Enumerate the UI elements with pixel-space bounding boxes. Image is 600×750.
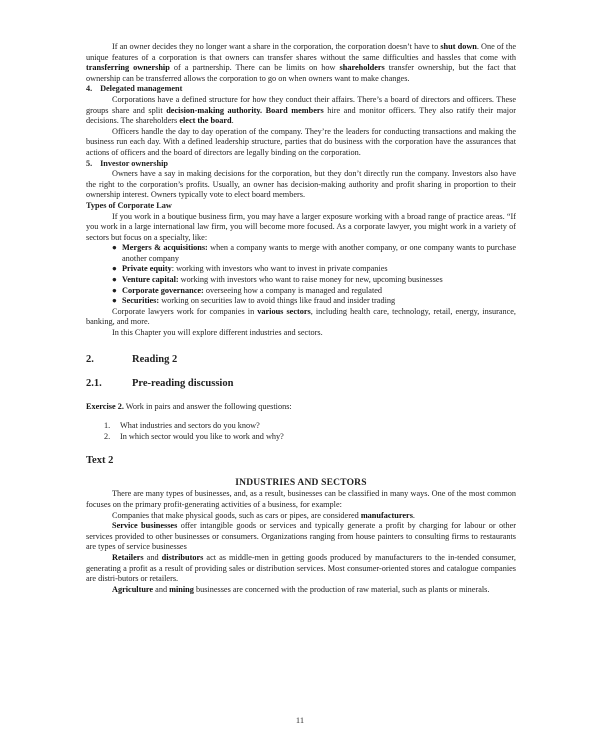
specialty-list — [86, 243, 516, 307]
text-run: overseeing how a company is managed and regulated — [203, 285, 383, 295]
bullet-icon: ● — [112, 285, 117, 295]
subheading-delegated-management — [86, 84, 516, 95]
text-run: Work in pairs and answer the following questions: — [123, 401, 292, 411]
text-run: . — [412, 510, 415, 520]
bullet-icon: ● — [112, 296, 117, 306]
bold-term: decision-making authority. Board members — [166, 105, 324, 115]
bold-term: Venture capital: — [122, 275, 179, 285]
list-item — [112, 275, 516, 286]
text-run: act as middle-men in getting goods produced by manufacturers to the in-tended consumer, generating a profit as a result of providing sales or distribution services. Most consumer-oriented stores and catalogue companies are distri-butors or retailers. — [86, 552, 516, 584]
text-run: Companies that make physical goods, such as cars or pipes, are considered — [112, 510, 361, 520]
paragraph-officers: Officers handle the day to day operation of the company. They’re the leaders for conducting transactions and making the business run each day. With a defined leadership structure, parties that do business with the corporation have the assurances that actions of officers and the board of directors are legally binding on the corporation. — [86, 126, 516, 157]
subheading-title: Investor ownership — [100, 158, 168, 168]
text-run: transfer ownership, but the fact that ownership can be transferred allows the corporation to go on when owners want to make changes. — [86, 63, 516, 83]
text-run: Corporate lawyers work for companies in — [112, 306, 258, 316]
text-run: offer intangible goods or services and typically generate a profit by charging for labour or other services provided to other businesses or consumers. Organizations ranging from house painters to consulting firms to restaurants are types of service businesses — [86, 521, 516, 552]
subheading-number: 5. — [86, 158, 93, 168]
subheading-types-corporate-law: Types of Corporate Law — [86, 200, 172, 210]
section-title: Pre-reading discussion — [132, 377, 234, 389]
exercise-label: Exercise 2. — [86, 401, 124, 411]
text-run: hire and monitor officers. They also ratify their major decisions. The shareholders — [86, 105, 516, 126]
document-page — [86, 42, 516, 595]
paragraph-owners: Owners have a say in making decisions for the corporation, but they don’t directly run the company. Investors also have the right to the corporation’s profits. Usually, an owner has decision-making authority and profit sharing in proportion to their ownership interest. Owners typically vote to elect board members. — [86, 169, 516, 200]
question-text: What industries and sectors do you know? — [120, 421, 260, 431]
list-item — [112, 286, 516, 297]
text-run: working with investors who want to raise money for new, upcoming businesses — [178, 275, 443, 285]
question-number: 2. — [104, 431, 111, 441]
paragraph-business-types: There are many types of businesses, and, as a result, businesses can be classified in many ways. One of the most common focuses on the primary profit-generating activities of a business, for example: — [86, 489, 516, 509]
text-run: of a partnership. There can be limits on how — [169, 63, 340, 73]
bold-term: Agriculture — [112, 584, 154, 594]
paragraph-chapter-intro: In this Chapter you will explore different industries and sectors. — [112, 328, 323, 338]
bold-term: Private equity — [122, 264, 172, 274]
text-run: . — [231, 116, 234, 126]
bold-term: shut down — [440, 42, 477, 51]
text-run: and — [143, 552, 162, 562]
subheading-number: 4. — [86, 84, 93, 94]
bold-term: Retailers — [112, 552, 144, 562]
question-text: In which sector would you like to work and why? — [120, 431, 284, 441]
paragraph-agriculture — [86, 585, 516, 596]
subheading-title: Delegated management — [100, 84, 183, 94]
text-run: If an owner decides they no longer want a share in the corporation, the corporation doesn’t have to — [112, 42, 441, 51]
section-number: 2.1. — [86, 377, 102, 389]
list-item — [104, 421, 516, 432]
list-item — [112, 264, 516, 275]
bold-term: Service businesses — [112, 521, 178, 531]
bold-term: Corporate governance: — [122, 285, 204, 295]
page-number: 11 — [295, 715, 305, 725]
section-heading-pre-reading — [86, 377, 516, 390]
bold-term: transferring ownership — [86, 63, 170, 73]
bold-term: Securities: — [122, 296, 160, 306]
list-item — [112, 243, 516, 264]
section-heading-reading-2 — [86, 353, 516, 366]
section-number: 2. — [86, 353, 94, 365]
exercise-instruction — [86, 402, 516, 413]
text-run: working on securities law to avoid things like fraud and insider trading — [159, 296, 396, 306]
text-run: and — [153, 584, 170, 594]
text-label: Text 2 — [86, 455, 114, 467]
bold-term: Mergers & acquisitions: — [122, 243, 208, 253]
text-run: : working with investors who want to invest in private companies — [171, 264, 388, 274]
bold-term: elect the board — [179, 116, 232, 126]
list-item — [112, 296, 516, 307]
bullet-icon: ● — [112, 275, 117, 285]
paragraph-structure — [86, 95, 516, 127]
bullet-icon: ● — [112, 264, 117, 274]
question-list — [86, 421, 516, 442]
text-run: Corporations have a defined structure for how they conduct their affairs. There’s a board of directors and officers. These groups share and split — [86, 94, 516, 115]
text-run: businesses are concerned with the production of raw material, such as plants or minerals. — [193, 584, 490, 594]
paragraph-boutique: If you work in a boutique business firm, you may have a larger exposure working with a broad range of practice areas. “If you work in a large international law firm, you will become more focused. As a corporate lawyer, you might work in a variety of sectors but focus on a specialty, like: — [86, 211, 516, 242]
paragraph-transfer-shares — [86, 42, 516, 84]
text-run: . One of the unique features of a corporation is that owners can transfer shares without the same difficulties and hassles that come with — [86, 42, 517, 62]
list-item — [104, 431, 516, 443]
section-title: Reading 2 — [132, 353, 178, 365]
article-title: INDUSTRIES AND SECTORS — [235, 478, 367, 489]
text-run: when a company wants to merge with another company, or one company wants to purchase another company — [122, 243, 516, 263]
paragraph-service-businesses — [86, 521, 516, 553]
text-run: , including health care, technology, retail, energy, insurance, banking, and more. — [86, 306, 516, 327]
paragraph-sectors — [86, 307, 516, 328]
bold-term: mining — [169, 584, 194, 594]
bold-term: shareholders — [339, 63, 385, 73]
paragraph-manufacturers — [86, 511, 516, 522]
question-number: 1. — [104, 421, 111, 431]
bold-term: manufacturers — [360, 510, 413, 520]
subheading-investor-ownership — [86, 159, 516, 170]
bullet-icon: ● — [112, 243, 117, 253]
bold-term: distributors — [161, 552, 204, 562]
bold-term: various sectors — [257, 306, 311, 316]
paragraph-retailers — [86, 553, 516, 585]
